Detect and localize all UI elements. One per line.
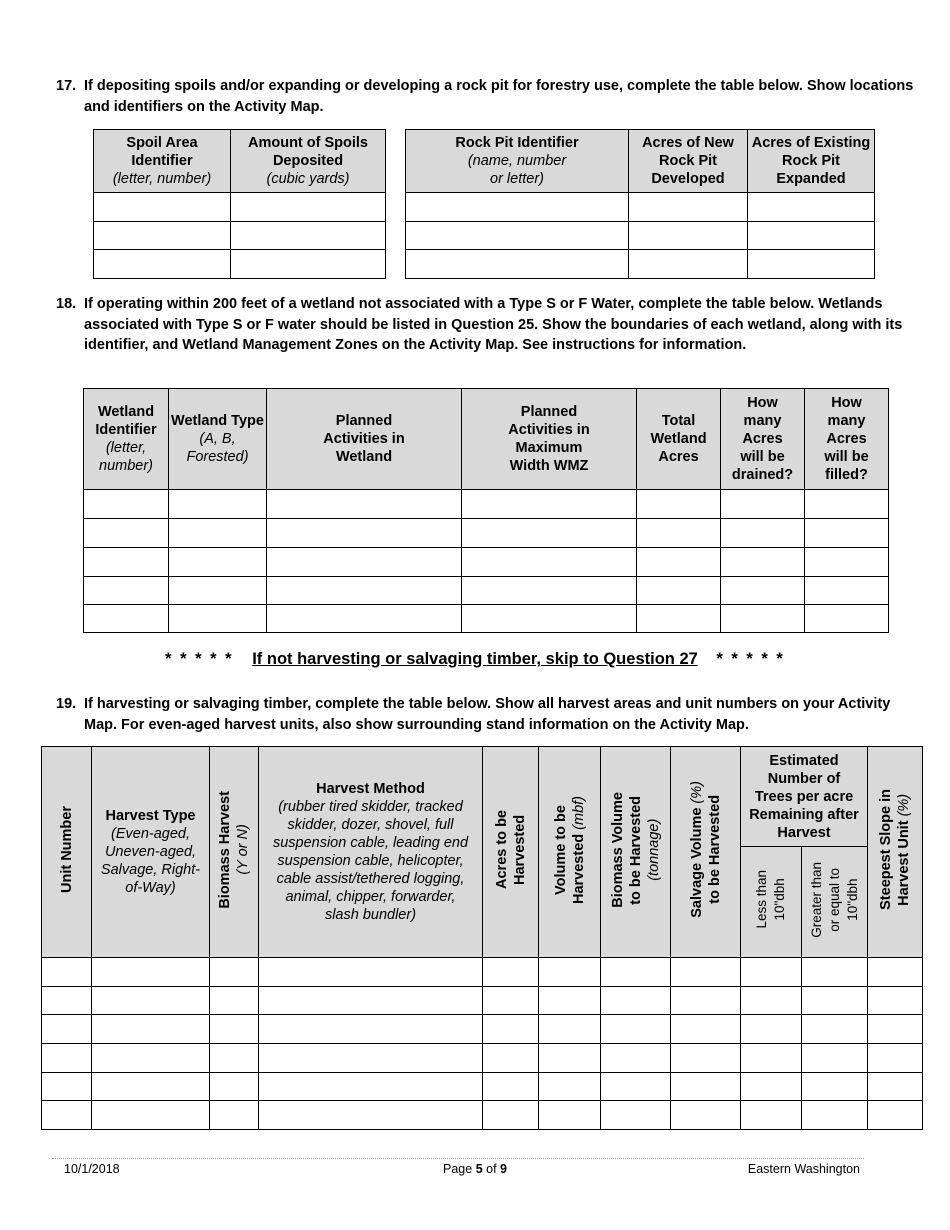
table-cell[interactable] [84,548,169,577]
spoil-area-identifier-header: Spoil Area Identifier (letter, number) [94,130,231,193]
skip-notice [0,650,950,669]
salvage-volume-header: Salvage Volume (%) to be Harvested [671,747,741,958]
acres-harvested-header: Acres to be Harvested [483,747,539,958]
table-cell[interactable] [84,577,169,605]
table-cell[interactable] [94,193,231,222]
table-cell[interactable] [267,605,462,633]
table-cell[interactable] [671,1015,741,1044]
table-cell[interactable] [94,222,231,250]
table-cell[interactable] [802,958,868,987]
table-cell[interactable] [406,193,629,222]
table-cell[interactable] [259,1101,483,1130]
table-cell[interactable] [231,193,386,222]
table-cell[interactable] [42,1101,92,1130]
table-cell[interactable] [748,222,875,250]
table-cell[interactable] [805,577,889,605]
table-cell[interactable] [805,490,889,519]
table-cell[interactable] [802,1073,868,1101]
table-cell[interactable] [539,987,601,1015]
table-cell[interactable] [601,987,671,1015]
table-cell[interactable] [267,548,462,577]
question-number: 17. [56,78,77,94]
table-cell[interactable] [802,1015,868,1044]
table-cell[interactable] [42,1015,92,1044]
table-cell[interactable] [601,1101,671,1130]
question-18 [56,294,918,356]
question-17 [56,76,916,117]
table-cell[interactable] [601,1015,671,1044]
table-cell[interactable] [802,1044,868,1073]
table-cell[interactable] [42,958,92,987]
table-cell[interactable] [210,1044,259,1073]
question-number: 18. [56,296,77,312]
estimated-trees-header: Estimated Number of Trees per acre Remaining after Harvest [741,747,868,847]
acres-filled-header: How many Acres will be filled? [805,389,889,490]
table-cell[interactable] [406,222,629,250]
table-cell[interactable] [462,577,637,605]
table-cell[interactable] [802,987,868,1015]
footer-divider [52,1158,864,1159]
table-cell[interactable] [169,490,267,519]
table-cell[interactable] [92,958,210,987]
table-cell[interactable] [741,1044,802,1073]
table-cell[interactable] [92,987,210,1015]
spoil-area-table [93,129,386,279]
wetland-type-header: Wetland Type (A, B, Forested) [169,389,267,490]
table-cell[interactable] [637,490,721,519]
table-cell[interactable] [741,958,802,987]
table-cell[interactable] [671,958,741,987]
table-cell[interactable] [92,1015,210,1044]
table-cell[interactable] [42,987,92,1015]
table-cell[interactable] [84,519,169,548]
acres-drained-header: How many Acres will be drained? [721,389,805,490]
table-cell[interactable] [721,605,805,633]
table-cell[interactable] [748,250,875,279]
table-cell[interactable] [92,1073,210,1101]
table-cell[interactable] [210,1015,259,1044]
harvest-method-header: Harvest Method (rubber tired skidder, tracked skidder, dozer, shovel, full suspension cable, leading end suspension cable, helicopter, cable assist/tethered logging, animal, chipper, forwarder, slash bundler) [259,747,483,958]
table-cell[interactable] [868,1015,923,1044]
table-cell[interactable] [741,1015,802,1044]
table-cell[interactable] [210,958,259,987]
table-cell[interactable] [721,548,805,577]
table-cell[interactable] [259,1015,483,1044]
table-cell[interactable] [169,605,267,633]
table-cell[interactable] [802,1101,868,1130]
table-cell[interactable] [92,1044,210,1073]
table-cell[interactable] [868,1101,923,1130]
table-cell[interactable] [169,577,267,605]
table-cell[interactable] [483,1015,539,1044]
table-cell[interactable] [210,987,259,1015]
table-cell[interactable] [94,250,231,279]
table-cell[interactable] [259,1044,483,1073]
unit-number-header: Unit Number [42,747,92,958]
table-cell[interactable] [231,250,386,279]
trees-less-than-10-header: Less than 10"dbh [741,847,802,958]
planned-activities-wmz-header: Planned Activities in Maximum Width WMZ [462,389,637,490]
biomass-harvest-header: Biomass Harvest (Y or N) [210,747,259,958]
biomass-volume-header: Biomass Volume to be Harvested (tonnage) [601,747,671,958]
table-cell[interactable] [601,958,671,987]
table-cell[interactable] [42,1044,92,1073]
table-cell[interactable] [748,193,875,222]
table-cell[interactable] [671,1044,741,1073]
footer-date: 10/1/2018 [64,1162,120,1176]
acres-new-rock-pit-header: Acres of New Rock Pit Developed [629,130,748,193]
table-cell[interactable] [629,222,748,250]
skip-stars-left: * * * * * [165,650,234,668]
table-cell[interactable] [721,577,805,605]
harvest-type-header: Harvest Type (Even-aged, Uneven-aged, Salvage, Right-of-Way) [92,747,210,958]
table-cell[interactable] [637,605,721,633]
skip-stars-right: * * * * * [716,650,785,668]
table-cell[interactable] [483,1073,539,1101]
question-text: If depositing spoils and/or expanding or developing a rock pit for forestry use, complete the table below. Show locations and identifiers on the Activity Map. [84,78,914,115]
table-cell[interactable] [462,548,637,577]
steepest-slope-header: Steepest Slope in Harvest Unit (%) [868,747,923,958]
table-cell[interactable] [483,1101,539,1130]
table-cell[interactable] [462,519,637,548]
table-cell[interactable] [483,958,539,987]
planned-activities-wetland-header: Planned Activities in Wetland [267,389,462,490]
table-cell[interactable] [637,519,721,548]
question-text: If operating within 200 feet of a wetland not associated with a Type S or F Water, complete the table below. Wetlands associated with Type S or F water should be listed in Question 25. Show the boundaries of each wetland, along with its identifier, and Wetland Management Zones on the Activity Map. See instructions for information. [84,296,903,353]
table-cell[interactable] [741,987,802,1015]
table-cell[interactable] [805,519,889,548]
footer-region: Eastern Washington [747,1162,860,1176]
question-text: If harvesting or salvaging timber, complete the table below. Show all harvest areas and unit numbers on your Activity Map. For even-aged harvest units, also show surrounding stand information on the Activity Map. [84,696,891,733]
table-cell[interactable] [539,1073,601,1101]
table-cell[interactable] [868,958,923,987]
table-cell[interactable] [741,1101,802,1130]
table-cell[interactable] [462,605,637,633]
table-cell[interactable] [84,490,169,519]
table-cell[interactable] [259,987,483,1015]
table-cell[interactable] [539,1015,601,1044]
acres-existing-rock-pit-header: Acres of Existing Rock Pit Expanded [748,130,875,193]
table-cell[interactable] [671,1073,741,1101]
volume-harvested-header: Volume to be Harvested (mbf) [539,747,601,958]
table-cell[interactable] [868,1073,923,1101]
question-number: 19. [56,696,77,712]
harvest-table [41,746,923,1130]
table-cell[interactable] [259,1073,483,1101]
table-cell[interactable] [629,193,748,222]
table-cell[interactable] [231,222,386,250]
question-19 [56,694,918,735]
table-cell[interactable] [671,987,741,1015]
table-cell[interactable] [169,519,267,548]
amount-of-spoils-header: Amount of Spoils Deposited (cubic yards) [231,130,386,193]
table-cell[interactable] [169,548,267,577]
table-cell[interactable] [805,548,889,577]
skip-message: If not harvesting or salvaging timber, skip to Question 27 [252,650,698,668]
table-cell[interactable] [267,577,462,605]
table-cell[interactable] [267,519,462,548]
table-cell[interactable] [601,1073,671,1101]
wetland-table [83,388,889,633]
table-cell[interactable] [671,1101,741,1130]
table-cell[interactable] [601,1044,671,1073]
table-cell[interactable] [483,1044,539,1073]
table-cell[interactable] [637,548,721,577]
table-cell[interactable] [462,490,637,519]
table-cell[interactable] [539,1101,601,1130]
rock-pit-identifier-header: Rock Pit Identifier (name, number or letter) [406,130,629,193]
table-cell[interactable] [539,1044,601,1073]
table-cell[interactable] [868,987,923,1015]
table-cell[interactable] [84,605,169,633]
table-cell[interactable] [637,577,721,605]
footer-page-number: Page 5 of 9 [443,1162,507,1176]
table-cell[interactable] [721,519,805,548]
trees-greater-equal-10-header: Greater than or equal to 10"dbh [802,847,868,958]
table-cell[interactable] [210,1101,259,1130]
table-cell[interactable] [259,958,483,987]
table-cell[interactable] [741,1073,802,1101]
table-cell[interactable] [267,490,462,519]
total-wetland-acres-header: Total Wetland Acres [637,389,721,490]
table-cell[interactable] [629,250,748,279]
table-cell[interactable] [483,987,539,1015]
table-cell[interactable] [210,1073,259,1101]
table-cell[interactable] [406,250,629,279]
wetland-identifier-header: Wetland Identifier (letter, number) [84,389,169,490]
table-cell[interactable] [42,1073,92,1101]
table-cell[interactable] [868,1044,923,1073]
table-cell[interactable] [92,1101,210,1130]
table-cell[interactable] [539,958,601,987]
table-cell[interactable] [805,605,889,633]
rock-pit-table [405,129,875,279]
table-cell[interactable] [721,490,805,519]
